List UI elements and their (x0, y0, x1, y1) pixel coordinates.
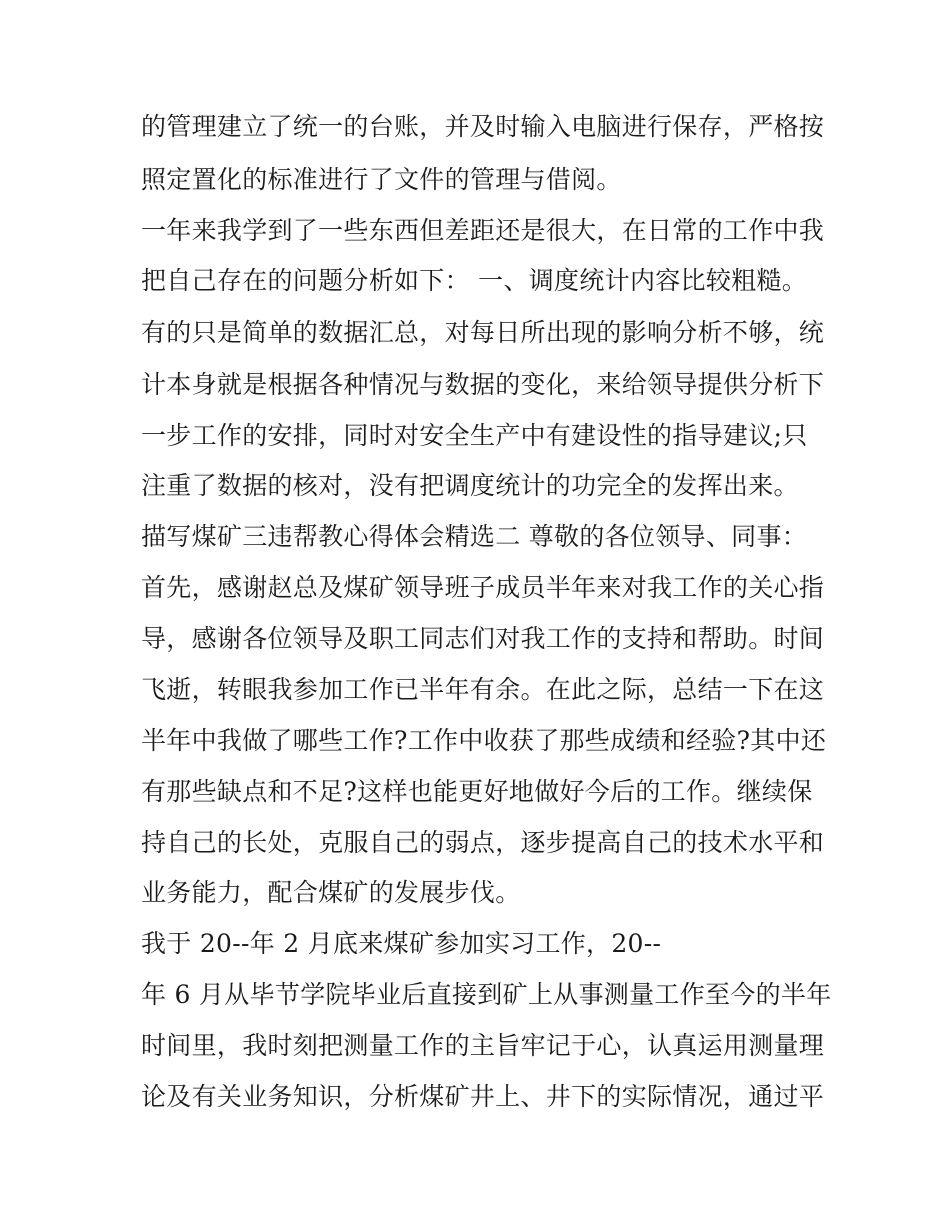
text-line: 首先，感谢赵总及煤矿领导班子成员半年来对我工作的关心指 (141, 573, 825, 602)
text-line: 一步工作的安排，同时对安全生产中有建设性的指导建议;只 (141, 421, 808, 450)
text-line: 时间里，我时刻把测量工作的主旨牢记于心，认真运用测量理 (141, 1031, 825, 1060)
text-line: 持自己的长处，克服自己的弱点，逐步提高自己的技术水平和 (141, 828, 825, 857)
text-line: 照定置化的标准进行了文件的管理与借阅。 (141, 165, 622, 194)
text-line: 半年中我做了哪些工作?工作中收获了那些成绩和经验?其中还 (141, 726, 827, 755)
text-line: 业务能力，配合煤矿的发展步伐。 (141, 878, 521, 907)
text-line: 注重了数据的核对，没有把调度统计的功完全的发挥出来。 (141, 471, 799, 500)
text-line: 导，感谢各位领导及职工同志们对我工作的支持和帮助。时间 (141, 624, 825, 653)
text-line: 描写煤矿三违帮教心得体会精选二 尊敬的各位领导、同事： (141, 522, 808, 551)
text-line: 我于 20--年 2 月底来煤矿参加实习工作，20-- (141, 929, 662, 958)
text-line: 飞逝，转眼我参加工作已半年有余。在此之际，总结一下在这 (141, 675, 825, 704)
text-line: 把自己存在的问题分析如下： 一、调度统计内容比较粗糙。 (141, 266, 808, 295)
text-line: 论及有关业务知识，分析煤矿井上、井下的实际情况，通过平 (141, 1082, 825, 1111)
text-line: 一年来我学到了一些东西但差距还是很大，在日常的工作中我 (141, 216, 825, 245)
text-line: 的管理建立了统一的台账，并及时输入电脑进行保存，严格按 (141, 112, 825, 141)
text-line: 计本身就是根据各种情况与数据的变化，来给领导提供分析下 (141, 370, 825, 399)
text-line: 年 6 月从毕节学院毕业后直接到矿上从事测量工作至今的半年 (141, 980, 832, 1009)
text-line: 有那些缺点和不足?这样也能更好地做好今后的工作。继续保 (141, 777, 813, 806)
text-line: 有的只是简单的数据汇总，对每日所出现的影响分析不够，统 (141, 318, 825, 347)
